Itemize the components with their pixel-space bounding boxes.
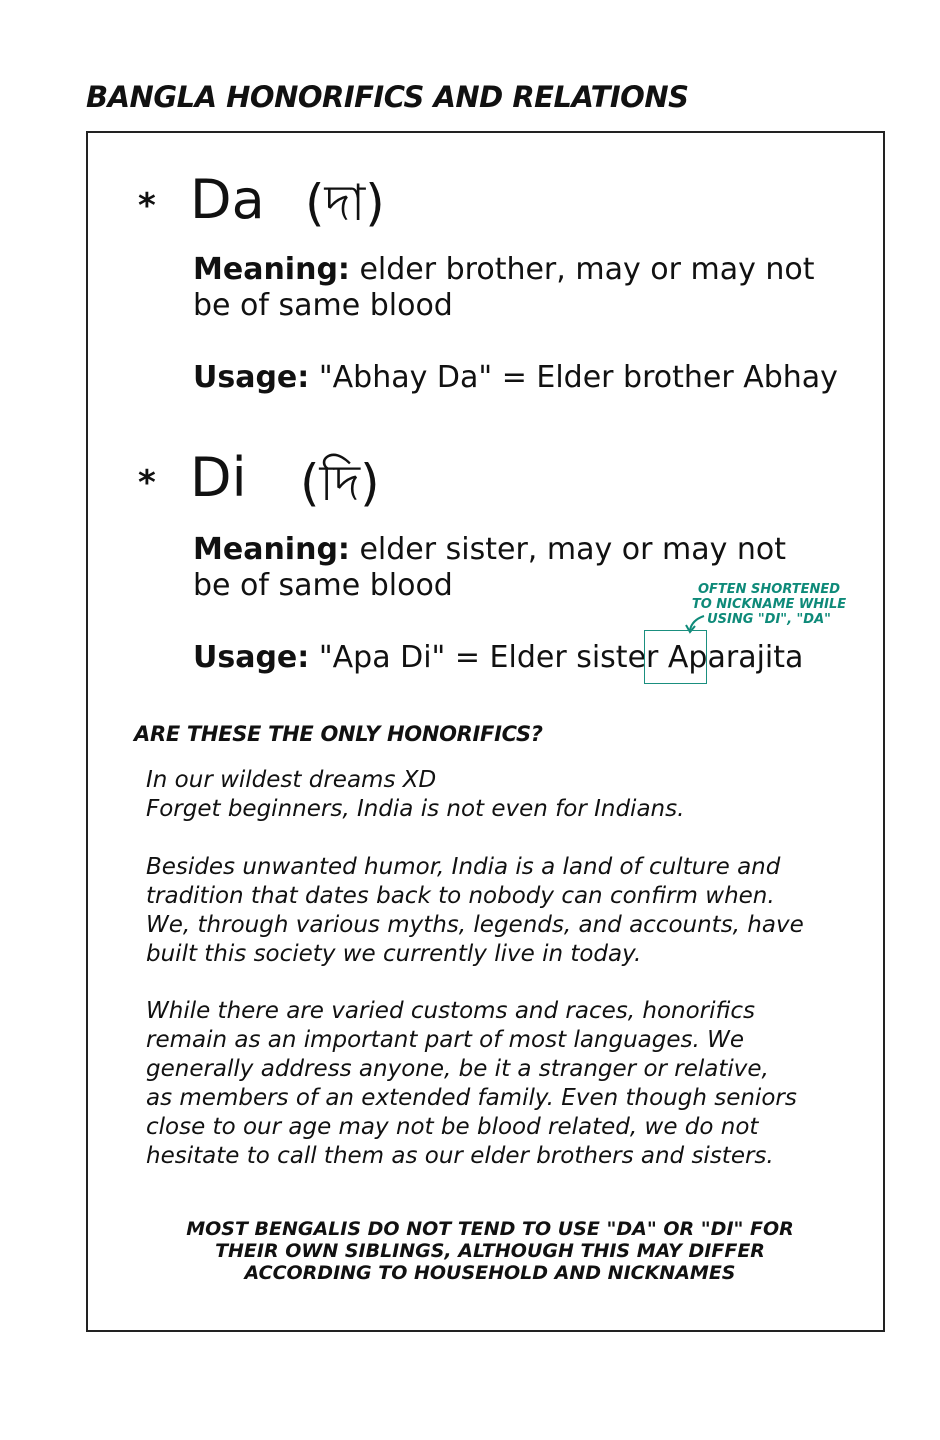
paragraph-line: built this society we currently live in today. [146, 941, 642, 967]
footnote [130, 1218, 850, 1284]
bullet-icon: * [138, 463, 156, 503]
paragraph-line: While there are varied customs and races, honorifics [146, 998, 756, 1024]
annotation-line: OFTEN SHORTENED [697, 582, 841, 597]
paragraph-line: tradition that dates back to nobody can confirm when. [146, 883, 775, 909]
section-heading: ARE THESE THE ONLY HONORIFICS? [134, 722, 543, 746]
footnote-line: MOST BENGALIS DO NOT TEND TO USE "DA" OR "DI" FOR [186, 1218, 794, 1240]
meaning-text: elder brother, may or may not [359, 252, 815, 287]
bengali-glyph-di: (দি) [300, 454, 380, 512]
usage-text-before: "Apa Di" = Elder sister [318, 640, 668, 675]
meaning-da-line2: be of same blood [193, 288, 453, 323]
meaning-da-line1 [193, 252, 815, 288]
footnote-line: THEIR OWN SIBLINGS, ALTHOUGH THIS MAY DIFFER [215, 1240, 765, 1262]
meaning-text: elder sister, may or may not [359, 532, 787, 567]
bengali-glyph-da: (দা) [305, 174, 385, 232]
meaning-label: Meaning: [193, 252, 350, 287]
meaning-di-line2: be of same blood [193, 568, 453, 603]
usage-highlight: Apa [667, 640, 726, 675]
paragraph-line: hesitate to call them as our elder brothers and sisters. [146, 1143, 774, 1169]
bullet-icon: * [138, 186, 156, 226]
term-da: Da [190, 168, 265, 231]
highlight-box [644, 630, 707, 684]
paragraph-line: Forget beginners, India is not even for Indians. [146, 796, 685, 822]
annotation-line: USING "DI", "DA" [707, 612, 831, 627]
usage-label: Usage: [193, 640, 310, 675]
meaning-label: Meaning: [193, 532, 350, 567]
paragraph-line: generally address anyone, be it a stranger or relative, [146, 1056, 769, 1082]
paragraph-line: as members of an extended family. Even though seniors [146, 1085, 797, 1111]
usage-text: "Abhay Da" = Elder brother Abhay [318, 360, 838, 395]
meaning-di-line1 [193, 532, 786, 568]
paragraph-3 [146, 997, 797, 1171]
paragraph-line: In our wildest dreams XD [146, 767, 437, 793]
paragraph-line: Besides unwanted humor, India is a land of culture and [146, 854, 781, 880]
annotation-line: TO NICKNAME WHILE [691, 597, 847, 612]
usage-label: Usage: [193, 360, 310, 395]
paragraph-line: close to our age may not be blood related, we do not [146, 1114, 759, 1140]
paragraph-line: remain as an important part of most languages. We [146, 1027, 745, 1053]
footnote-line: ACCORDING TO HOUSEHOLD AND NICKNAMES [244, 1262, 736, 1284]
usage-text-after: rajita [725, 640, 804, 675]
term-di: Di [190, 446, 247, 509]
paragraph-1 [146, 766, 684, 824]
page-title: BANGLA HONORIFICS AND RELATIONS [86, 80, 689, 114]
usage-da [193, 360, 838, 396]
paragraph-2 [146, 853, 804, 969]
paragraph-line: We, through various myths, legends, and accounts, have [146, 912, 804, 938]
usage-di [193, 640, 803, 676]
